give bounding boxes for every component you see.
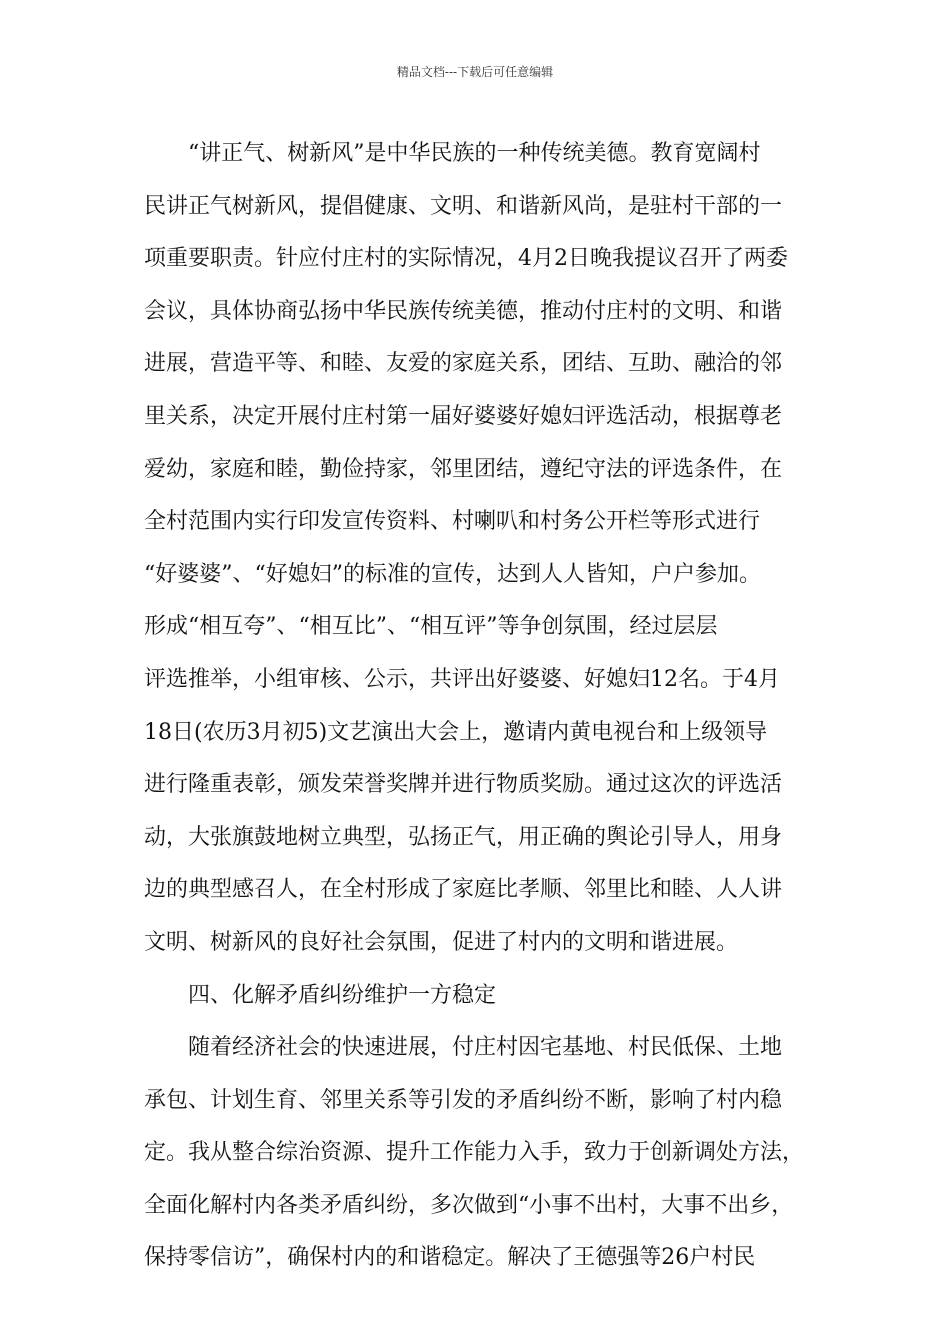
paragraph-line: 里关系，决定开展付庄村第一届好婆婆好媳妇评选活动，根据尊老: [144, 403, 783, 429]
paragraph-line: 随着经济社会的快速进展，付庄村因宅基地、村民低保、土地: [188, 1035, 783, 1061]
section-heading: 四、化解矛盾纠纷维护一方稳定: [188, 982, 497, 1008]
paragraph-line: 全面化解村内各类矛盾纠纷，多次做到“小事不出村，大事不出乡，: [144, 1192, 794, 1218]
paragraph-line: 项重要职责。针应付庄村的实际情况，4月2日晚我提议召开了两委: [144, 246, 788, 272]
paragraph-line: “好婆婆”、“好媳妇”的标准的宣传，达到人人皆知，户户参加。: [144, 561, 761, 587]
document-body: [144, 128, 808, 1285]
paragraph-line: 爱幼，家庭和睦，勤俭持家，邻里团结，遵纪守法的评选条件，在: [144, 456, 783, 482]
paragraph-line: 动，大张旗鼓地树立典型，弘扬正气，用正确的舆论引导人，用身: [144, 824, 783, 850]
paragraph-line: 承包、计划生育、邻里关系等引发的矛盾纠纷不断，影响了村内稳: [144, 1087, 783, 1113]
paragraph-line: 18日(农历3月初5)文艺演出大会上，邀请内黄电视台和上级领导: [144, 719, 768, 745]
paragraph-line: 进行隆重表彰，颁发荣誉奖牌并进行物质奖励。通过这次的评选活: [144, 772, 783, 798]
paragraph-line: 保持零信访”，确保村内的和谐稳定。解决了王德强等26户村民: [144, 1245, 756, 1271]
paragraph-line: “讲正气、树新风”是中华民族的一种传统美德。教育宽阔村: [188, 141, 761, 166]
paragraph-line: 文明、树新风的良好社会氛围，促进了村内的文明和谐进展。: [144, 929, 739, 955]
paragraph-line: 定。我从整合综治资源、提升工作能力入手，致力于创新调处方法，: [144, 1140, 805, 1166]
paragraph-line: 进展，营造平等、和睦、友爱的家庭关系，团结、互助、融洽的邻: [144, 351, 783, 377]
paragraph-line: 评选推举，小组审核、公示，共评出好婆婆、好媳妇12名。于4月: [144, 666, 780, 692]
paragraph-line: 全村范围内实行印发宣传资料、村喇叭和村务公开栏等形式进行: [144, 509, 761, 535]
paragraph-line: 民讲正气树新风，提倡健康、文明、和谐新风尚，是驻村干部的一: [144, 193, 783, 219]
paragraph-line: 边的典型感召人，在全村形成了家庭比孝顺、邻里比和睦、人人讲: [144, 877, 783, 903]
paragraph-line: 形成“相互夸”、“相互比”、“相互评”等争创氛围，经过层层: [144, 614, 718, 640]
paragraph-line: 会议，具体协商弘扬中华民族传统美德，推动付庄村的文明、和谐: [144, 298, 783, 324]
page-header: 精品文档---下载后可任意编辑: [396, 65, 554, 79]
